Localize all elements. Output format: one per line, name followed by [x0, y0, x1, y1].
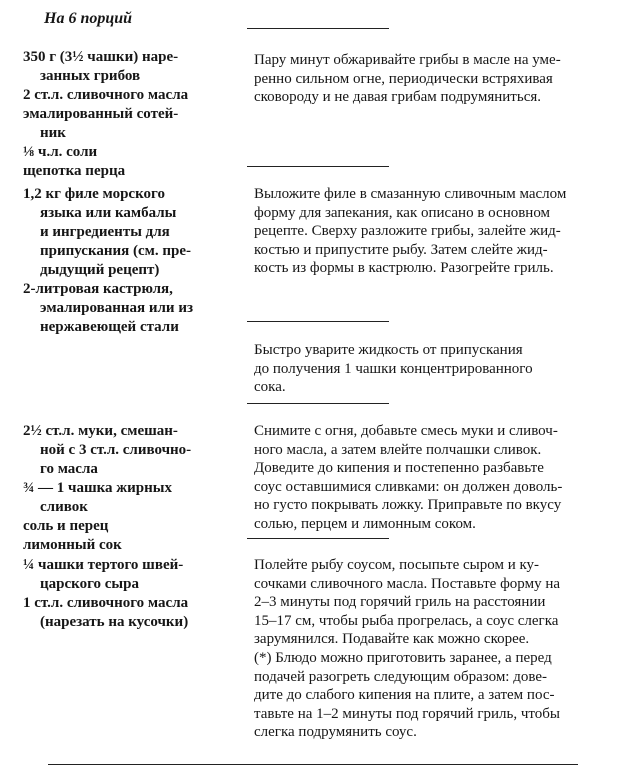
instruction-line: ренно сильном огне, периодически встряхивая: [254, 70, 553, 87]
instruction-line: Снимите с огня, добавьте смесь муки и сливоч-: [254, 423, 558, 439]
instruction-line: кость из формы в кастрюлю. Разогрейте гриль.: [254, 260, 554, 277]
ingredient-line: ¼ чашки тертого швей-: [23, 557, 184, 573]
ingredient-line: (нарезать на кусочки): [40, 614, 189, 630]
instruction-line: Полейте рыбу соусом, посыпьте сыром и ку-: [254, 557, 540, 573]
instruction-block-2: [254, 185, 594, 278]
instruction-block-1: [254, 51, 594, 107]
instruction-line: дите до слабого кипения на плите, а затем пос-: [254, 687, 555, 704]
instruction-line: но густо покрывать ложку. Приправьте по вкусу: [254, 497, 562, 514]
ingredients-block-4: [23, 422, 228, 555]
ingredient-line: 1 ст.л. сливочного масла: [23, 595, 189, 611]
instruction-line: 2–3 минуты под горячий гриль на расстоянии: [254, 594, 546, 611]
instruction-line: ного масла, а затем влейте полчашки сливок.: [254, 441, 542, 458]
ingredient-line: языка или камбалы: [40, 205, 177, 221]
instruction-line: Быстро уварите жидкость от припускания: [254, 342, 523, 358]
ingredient-line: щепотка перца: [23, 163, 126, 179]
instruction-line: Пару минут обжаривайте грибы в масле на уме-: [254, 52, 561, 68]
instruction-line: сковороду и не давая грибам подрумяниться.: [254, 89, 541, 106]
section-divider: [247, 403, 389, 404]
ingredients-block-2: [23, 185, 228, 337]
instruction-line: соус оставшимися сливками: он должен доволь-: [254, 478, 563, 495]
instruction-line: тавьте на 1–2 минуты под горячий гриль, чтобы: [254, 705, 560, 722]
ingredient-line: эмалированный сотей-: [23, 106, 179, 122]
instruction-line: сочками сливочного масла. Поставьте форму на: [254, 575, 561, 592]
ingredient-line: 350 г (3½ чашки) наре-: [23, 49, 179, 65]
ingredient-line: эмалированная или из: [40, 300, 193, 316]
ingredient-line: нержавеющей стали: [40, 319, 179, 335]
ingredients-block-1: [23, 48, 228, 181]
ingredient-line: сливок: [40, 499, 88, 515]
ingredient-line: го масла: [40, 461, 98, 477]
ingredient-line: и ингредиенты для: [40, 224, 170, 240]
page-bottom-rule: [48, 764, 578, 765]
instruction-line: Доведите до кипения и постепенно разбавьте: [254, 460, 544, 477]
ingredient-line: дыдущий рецепт): [40, 262, 160, 278]
ingredient-line: ⅛ ч.л. соли: [23, 144, 98, 160]
instruction-line: солью, перцем и лимонным соком.: [254, 515, 476, 532]
section-divider: [247, 538, 389, 539]
ingredient-line: припускания (см. пре-: [40, 243, 192, 259]
section-divider: [247, 166, 389, 167]
instruction-block-4: [254, 422, 594, 534]
instruction-line: костью и припустите рыбу. Затем слейте жид-: [254, 241, 548, 258]
instruction-line: до получения 1 чашки концентрированного: [254, 360, 533, 377]
ingredient-line: ник: [40, 125, 66, 141]
ingredients-block-5: [23, 556, 228, 632]
instruction-line: подачей разогреть следующим образом: дове-: [254, 668, 548, 685]
instruction-line: сока.: [254, 379, 286, 396]
instruction-line: зарумянился. Подавайте как можно скорее.: [254, 631, 530, 648]
ingredient-line: царского сыра: [40, 576, 139, 592]
instruction-line: (*) Блюдо можно приготовить заранее, а перед: [254, 649, 552, 666]
ingredient-line: занных грибов: [40, 68, 141, 84]
ingredient-line: соль и перец: [23, 518, 109, 534]
instruction-line: 15–17 см, чтобы рыба прогрелась, а соус слегка: [254, 612, 559, 629]
instruction-block-3: [254, 341, 594, 397]
instruction-block-5: [254, 556, 594, 742]
section-divider: [247, 28, 389, 29]
instruction-line: Выложите филе в смазанную сливочным маслом: [254, 186, 567, 202]
instruction-line: рецепте. Сверху разложите грибы, залейте жид-: [254, 223, 561, 240]
ingredient-line: лимонный сок: [23, 537, 122, 553]
instruction-line: форму для запекания, как описано в основном: [254, 204, 551, 221]
ingredient-line: 2-литровая кастрюля,: [23, 281, 173, 297]
ingredient-line: 2½ ст.л. муки, смешан-: [23, 423, 178, 439]
recipe-servings-heading: На 6 порций: [44, 10, 133, 27]
ingredient-line: 1,2 кг филе морского: [23, 186, 165, 202]
instruction-line: слегка подрумянить соус.: [254, 724, 417, 741]
ingredient-line: 2 ст.л. сливочного масла: [23, 87, 189, 103]
ingredient-line: ной с 3 ст.л. сливочно-: [40, 442, 192, 458]
section-divider: [247, 321, 389, 322]
ingredient-line: ¾ — 1 чашка жирных: [23, 480, 173, 496]
